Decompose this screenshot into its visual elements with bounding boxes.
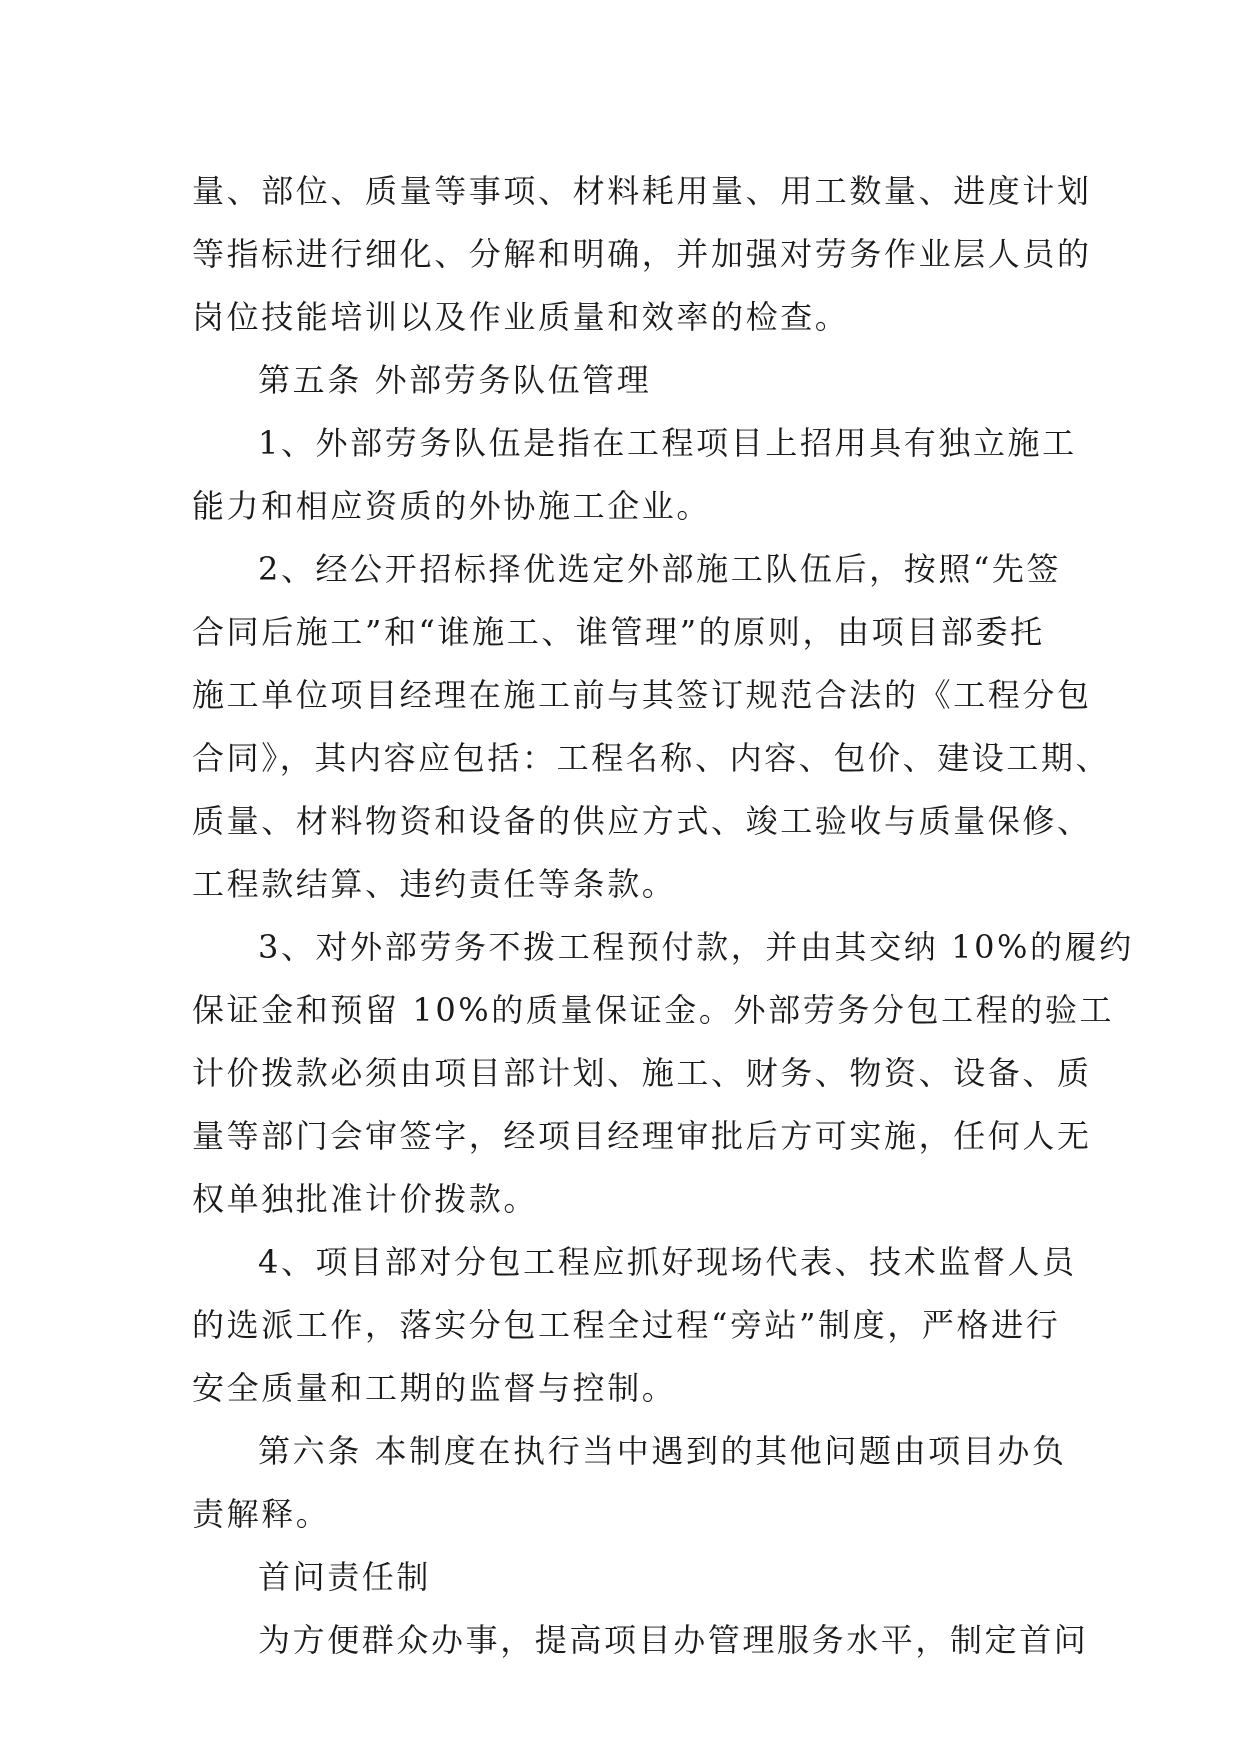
text-line: 安全质量和工期的监督与控制。 [192,1369,677,1407]
text-line: 权单独批准计价拨款。 [192,1180,539,1218]
text-line: 计价拨款必须由项目部计划、施工、财务、物资、设备、质 [192,1054,1092,1092]
text-line: 合同后施工”和“谁施工、谁管理”的原则，由项目部委托 [192,613,1045,651]
text-line: 质量、材料物资和设备的供应方式、竣工验收与质量保修、 [192,802,1092,840]
text-line: 施工单位项目经理在施工前与其签订规范合法的《工程分包 [192,676,1092,714]
text-line: 合同》，其内容应包括：工程名称、内容、包价、建设工期、 [192,739,1111,777]
text-line: 1、外部劳务队伍是指在工程项目上招用具有独立施工 [258,424,1077,462]
text-line: 为方便群众办事，提高项目办管理服务水平，制定首问 [258,1621,1089,1659]
article-5-heading: 第五条 外部劳务队伍管理 [258,361,652,399]
text-line: 量等部门会审签字，经项目经理审批后方可实施，任何人无 [192,1117,1092,1155]
text-line: 2、经公开招标择优选定外部施工队伍后，按照“先签 [258,550,1062,588]
article-6-heading: 第六条 本制度在执行当中遇到的其他问题由项目办负 [258,1432,1067,1470]
text-line: 等指标进行细化、分解和明确，并加强对劳务作业层人员的 [192,235,1092,273]
text-line: 岗位技能培训以及作业质量和效率的检查。 [192,298,850,336]
section-title: 首问责任制 [258,1558,432,1596]
text-line: 3、对外部劳务不拨工程预付款，并由其交纳 10%的履约 [258,928,1134,966]
text-line: 4、项目部对分包工程应抓好现场代表、技术监督人员 [258,1243,1077,1281]
body-text [192,160,1134,1672]
text-line: 能力和相应资质的外协施工企业。 [192,487,712,525]
text-line: 工程款结算、违约责任等条款。 [192,865,677,903]
text-line: 的选派工作，落实分包工程全过程“旁站”制度，严格进行 [192,1306,1061,1344]
text-line: 保证金和预留 10%的质量保证金。外部劳务分包工程的验工 [192,991,1115,1029]
text-line: 量、部位、质量等事项、材料耗用量、用工数量、进度计划 [192,172,1092,210]
text-line: 责解释。 [192,1495,331,1533]
